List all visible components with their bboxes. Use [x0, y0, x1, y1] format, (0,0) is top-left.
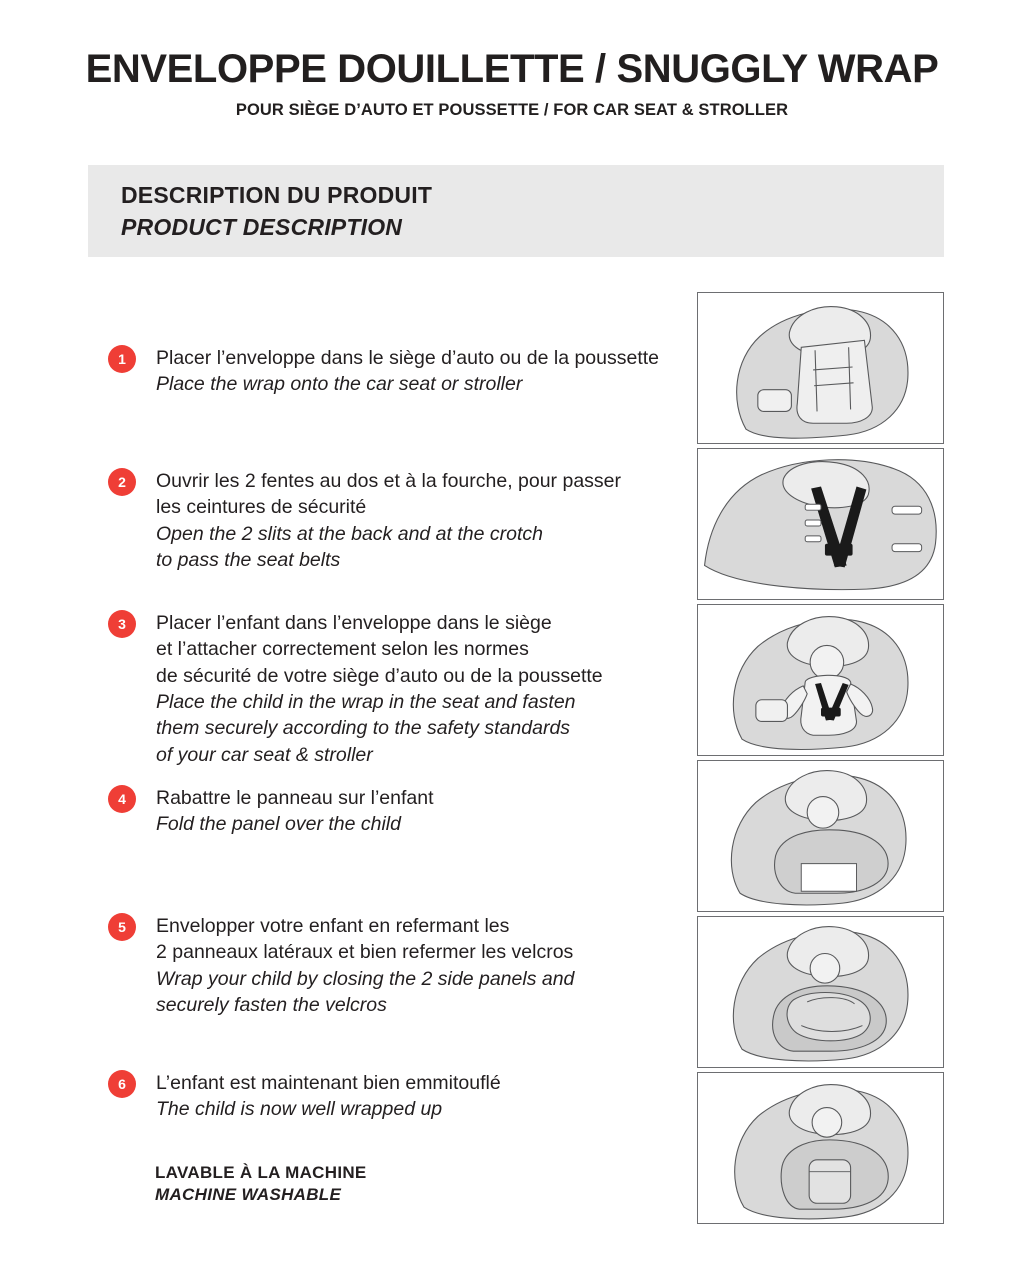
step-text-en — [156, 689, 678, 768]
step-line: les ceintures de sécurité — [156, 496, 367, 519]
care-label-en: MACHINE WASHABLE — [155, 1185, 342, 1204]
step-text-fr — [156, 345, 678, 371]
wrap-on-car-seat-illustration — [698, 293, 943, 443]
harness-through-slits-illustration — [698, 449, 943, 599]
care-instructions — [155, 1163, 367, 1205]
figure-child-fastened-in-wrap — [697, 604, 944, 756]
section-header-band — [88, 165, 944, 257]
figure-child-wrapped-up — [697, 1072, 944, 1224]
step-item — [108, 468, 678, 573]
fold-panel-over-child-illustration — [698, 761, 943, 911]
section-title-fr: DESCRIPTION DU PRODUIT — [121, 182, 433, 208]
step-text-fr — [156, 1070, 678, 1096]
step-number-badge: 1 — [108, 345, 136, 373]
step-text-en — [156, 521, 678, 574]
step-line: to pass the seat belts — [156, 548, 341, 571]
figure-harness-through-slits — [697, 448, 944, 600]
step-item — [108, 345, 678, 398]
page-title: ENVELOPPE DOUILLETTE / SNUGGLY WRAP — [85, 47, 939, 91]
step-line: Place the wrap onto the car seat or stroller — [156, 373, 523, 396]
page-header — [0, 0, 1024, 120]
step-line: securely fasten the velcros — [156, 993, 387, 1016]
step-number-badge: 5 — [108, 913, 136, 941]
step-text-en — [156, 966, 678, 1019]
step-text-fr — [156, 785, 678, 811]
child-fastened-in-wrap-illustration — [698, 605, 943, 755]
step-text-fr — [156, 468, 678, 521]
step-line: et l’attacher correctement selon les normes — [156, 638, 529, 661]
step-line: Rabattre le panneau sur l’enfant — [156, 787, 434, 809]
step-line: of your car seat & stroller — [156, 743, 373, 766]
step-text-fr — [156, 610, 678, 689]
step-line: Wrap your child by closing the 2 side panels and — [156, 967, 575, 990]
step-text-en — [156, 811, 678, 837]
step-line: Ouvrir les 2 fentes au dos et à la fourche, pour passer — [156, 470, 622, 492]
step-number-badge: 3 — [108, 610, 136, 638]
step-text-fr — [156, 913, 678, 966]
figure-wrap-on-car-seat — [697, 292, 944, 444]
close-side-panels-illustration — [698, 917, 943, 1067]
step-number-badge: 2 — [108, 468, 136, 496]
step-line: Placer l’enveloppe dans le siège d’auto ou de la poussette — [156, 347, 660, 369]
step-text-en — [156, 1096, 678, 1122]
step-line: Fold the panel over the child — [156, 813, 401, 836]
step-item — [108, 913, 678, 1018]
step-line: Placer l’enfant dans l’enveloppe dans le siège — [156, 612, 552, 634]
figure-close-side-panels — [697, 916, 944, 1068]
child-wrapped-up-illustration — [698, 1073, 943, 1223]
step-line: Place the child in the wrap in the seat and fasten — [156, 690, 576, 713]
step-line: Open the 2 slits at the back and at the crotch — [156, 522, 543, 545]
step-line: them securely according to the safety standards — [156, 717, 571, 740]
step-item — [108, 1070, 678, 1123]
page-subtitle: POUR SIÈGE D’AUTO ET POUSSETTE / FOR CAR SEAT & STROLLER — [235, 101, 789, 120]
step-item — [108, 610, 678, 768]
step-line: Envelopper votre enfant en refermant les — [156, 915, 510, 937]
care-label-fr: LAVABLE À LA MACHINE — [155, 1163, 367, 1182]
step-line: The child is now well wrapped up — [156, 1098, 443, 1121]
step-text-en — [156, 371, 678, 397]
step-line: 2 panneaux latéraux et bien refermer les velcros — [156, 941, 574, 964]
step-number-badge: 4 — [108, 785, 136, 813]
step-item — [108, 785, 678, 838]
section-title-en: PRODUCT DESCRIPTION — [121, 213, 403, 240]
step-line: L’enfant est maintenant bien emmitouflé — [156, 1072, 501, 1094]
step-line: de sécurité de votre siège d’auto ou de la poussette — [156, 664, 603, 687]
figure-fold-panel-over-child — [697, 760, 944, 912]
step-number-badge: 6 — [108, 1070, 136, 1098]
